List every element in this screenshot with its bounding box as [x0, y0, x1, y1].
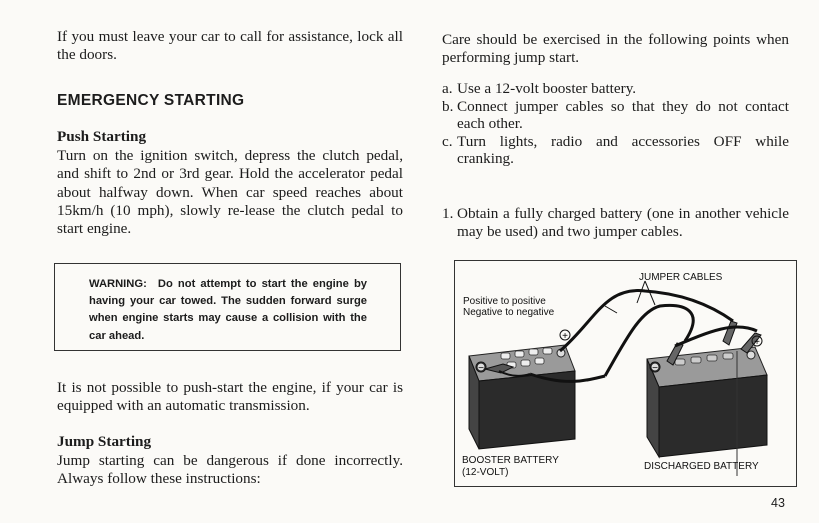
care-points-list	[442, 80, 789, 168]
section-heading: EMERGENCY STARTING	[57, 92, 245, 109]
step-1-marker: 1.	[442, 205, 454, 222]
booster-battery-label: BOOSTER BATTERY	[462, 455, 559, 466]
step-1	[442, 205, 789, 240]
polarity-line-2: Negative to negative	[463, 307, 555, 318]
care-intro: Care should be exercised in the following points when performing jump start.	[442, 31, 789, 67]
step-1-text: Obtain a fully charged battery (one in another vehicle may be used) and two jumper cables.	[457, 205, 789, 240]
booster-battery-graphic	[469, 345, 575, 449]
push-starting-body: Turn on the ignition switch, depress the clutch pedal, and shift to 2nd or 3rd gear. Hold the accelerator pedal about halfway down. When car speed reaches about 15km/h (10 mph), slowly re-lease the clutch pedal to start engine.	[57, 147, 403, 238]
care-point	[442, 133, 789, 168]
jumper-cables-label: JUMPER CABLES	[639, 272, 723, 283]
automatic-transmission-note: It is not possible to push-start the engine, if your car is equipped with an automatic transmission.	[57, 379, 403, 415]
jump-start-illustration	[454, 260, 797, 487]
page-number: 43	[771, 496, 785, 510]
care-point-marker: a.	[442, 80, 453, 97]
booster-voltage-label: (12-VOLT)	[462, 467, 509, 478]
polarity-line-1: Positive to positive	[463, 296, 546, 307]
warning-box	[54, 263, 401, 351]
care-point-text: Turn lights, radio and accessories OFF while cranking.	[457, 132, 789, 168]
warning-text-block	[89, 276, 367, 345]
warning-text: Do not attempt to start the engine by having your car towed. The sudden forward surge when engine starts may cause a collision with the car ahead.	[89, 278, 368, 342]
care-point	[442, 98, 789, 133]
jump-starting-body: Jump starting can be dangerous if done incorrectly. Always follow these instructions:	[57, 452, 403, 488]
warning-label: WARNING:	[89, 278, 147, 290]
care-point-marker: b.	[442, 97, 454, 115]
care-point-text: Use a 12-volt booster battery.	[457, 80, 637, 97]
intro-paragraph: If you must leave your car to call for assistance, lock all the doors.	[57, 28, 403, 64]
booster-positive-symbol: +	[562, 331, 568, 342]
jump-starting-heading: Jump Starting	[57, 433, 152, 450]
push-starting-heading: Push Starting	[57, 128, 147, 145]
care-point-text: Connect jumper cables so that they do not contact each other.	[457, 97, 789, 133]
care-point-marker: c.	[442, 132, 453, 150]
care-point	[442, 80, 789, 98]
discharged-battery-label: DISCHARGED BATTERY	[644, 461, 759, 472]
discharged-positive-symbol: +	[754, 337, 760, 348]
discharged-battery-graphic	[647, 321, 767, 476]
discharged-negative-symbol: −	[652, 363, 658, 374]
booster-negative-symbol: −	[478, 363, 484, 374]
